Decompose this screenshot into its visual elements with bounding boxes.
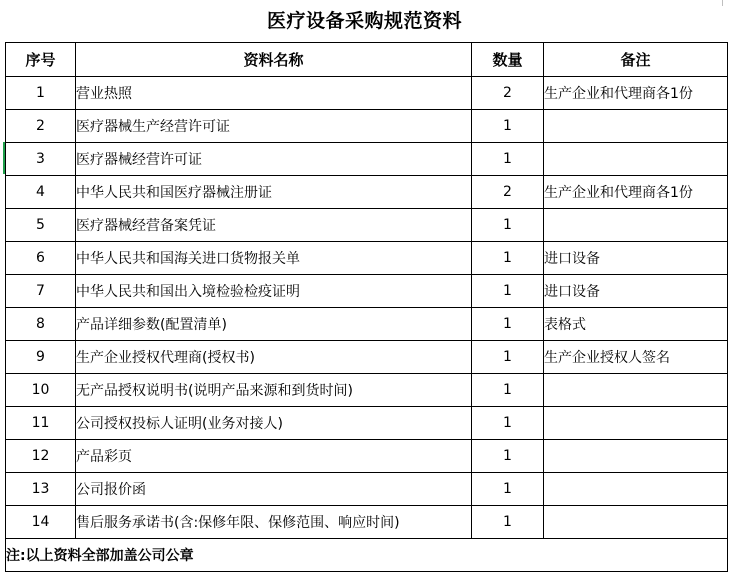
- cell-no[interactable]: 2: [6, 110, 76, 143]
- cell-qty[interactable]: 1: [472, 407, 544, 440]
- header-cell-no[interactable]: 序号: [6, 43, 76, 77]
- cell-name[interactable]: 中华人民共和国海关进口货物报关单: [76, 242, 472, 275]
- cell-note[interactable]: [544, 407, 728, 440]
- cell-qty[interactable]: 1: [472, 110, 544, 143]
- cell-note[interactable]: [544, 209, 728, 242]
- cell-note[interactable]: 进口设备: [544, 275, 728, 308]
- cell-note[interactable]: 生产企业和代理商各1份: [544, 176, 728, 209]
- data-table: [5, 42, 728, 572]
- cell-name[interactable]: 医疗器械经营备案凭证: [76, 209, 472, 242]
- cell-no[interactable]: 4: [6, 176, 76, 209]
- header-row: [6, 43, 728, 77]
- cell-note[interactable]: [544, 440, 728, 473]
- selection-marker: [3, 142, 5, 174]
- cell-note[interactable]: 生产企业授权人签名: [544, 341, 728, 374]
- table-row: [6, 110, 728, 143]
- cell-no[interactable]: 13: [6, 473, 76, 506]
- cell-no[interactable]: 3: [6, 143, 76, 176]
- cell-name[interactable]: 产品详细参数(配置清单): [76, 308, 472, 341]
- cell-no[interactable]: 1: [6, 77, 76, 110]
- header-cell-note[interactable]: 备注: [544, 43, 728, 77]
- cell-note[interactable]: [544, 506, 728, 539]
- cell-name[interactable]: 中华人民共和国医疗器械注册证: [76, 176, 472, 209]
- cell-qty[interactable]: 1: [472, 275, 544, 308]
- footer-row: [6, 539, 728, 572]
- cell-no[interactable]: 10: [6, 374, 76, 407]
- cell-qty[interactable]: 1: [472, 242, 544, 275]
- table-row: [6, 209, 728, 242]
- cell-no[interactable]: 7: [6, 275, 76, 308]
- table-row: [6, 473, 728, 506]
- cell-qty[interactable]: 1: [472, 440, 544, 473]
- cell-no[interactable]: 9: [6, 341, 76, 374]
- cell-name[interactable]: 无产品授权说明书(说明产品来源和到货时间): [76, 374, 472, 407]
- table-row: [6, 374, 728, 407]
- cell-qty[interactable]: 1: [472, 473, 544, 506]
- cell-qty[interactable]: 1: [472, 209, 544, 242]
- table-row: [6, 77, 728, 110]
- cell-qty[interactable]: 1: [472, 506, 544, 539]
- cell-no[interactable]: 6: [6, 242, 76, 275]
- cell-name[interactable]: 医疗器械生产经营许可证: [76, 110, 472, 143]
- cell-note[interactable]: [544, 374, 728, 407]
- cell-name[interactable]: 中华人民共和国出入境检验检疫证明: [76, 275, 472, 308]
- cell-name[interactable]: 售后服务承诺书(含:保修年限、保修范围、响应时间): [76, 506, 472, 539]
- cell-qty[interactable]: 1: [472, 341, 544, 374]
- cell-no[interactable]: 5: [6, 209, 76, 242]
- cell-no[interactable]: 14: [6, 506, 76, 539]
- cell-note[interactable]: 表格式: [544, 308, 728, 341]
- header-cell-name[interactable]: 资料名称: [76, 43, 472, 77]
- table-row: [6, 143, 728, 176]
- cell-no[interactable]: 8: [6, 308, 76, 341]
- cell-note[interactable]: [544, 110, 728, 143]
- cell-note[interactable]: [544, 143, 728, 176]
- cell-qty[interactable]: 2: [472, 77, 544, 110]
- table-row: [6, 506, 728, 539]
- cell-name[interactable]: 产品彩页: [76, 440, 472, 473]
- cell-qty[interactable]: 1: [472, 143, 544, 176]
- table-row: [6, 308, 728, 341]
- cell-note[interactable]: [544, 473, 728, 506]
- cell-qty[interactable]: 2: [472, 176, 544, 209]
- table-row: [6, 242, 728, 275]
- cell-no[interactable]: 11: [6, 407, 76, 440]
- table-row: [6, 341, 728, 374]
- table-row: [6, 275, 728, 308]
- footer-note[interactable]: 注:以上资料全部加盖公司公章: [6, 539, 728, 572]
- cell-name[interactable]: 营业热照: [76, 77, 472, 110]
- cell-qty[interactable]: 1: [472, 308, 544, 341]
- cell-note[interactable]: 进口设备: [544, 242, 728, 275]
- cell-name[interactable]: 生产企业授权代理商(授权书): [76, 341, 472, 374]
- cell-name[interactable]: 医疗器械经营许可证: [76, 143, 472, 176]
- cell-note[interactable]: 生产企业和代理商各1份: [544, 77, 728, 110]
- cell-name[interactable]: 公司报价函: [76, 473, 472, 506]
- table-row: [6, 407, 728, 440]
- cell-name[interactable]: 公司授权投标人证明(业务对接人): [76, 407, 472, 440]
- cell-qty[interactable]: 1: [472, 374, 544, 407]
- table-row: [6, 176, 728, 209]
- cell-no[interactable]: 12: [6, 440, 76, 473]
- table-row: [6, 440, 728, 473]
- header-cell-qty[interactable]: 数量: [472, 43, 544, 77]
- sheet-title[interactable]: 医疗设备采购规范资料: [266, 10, 462, 32]
